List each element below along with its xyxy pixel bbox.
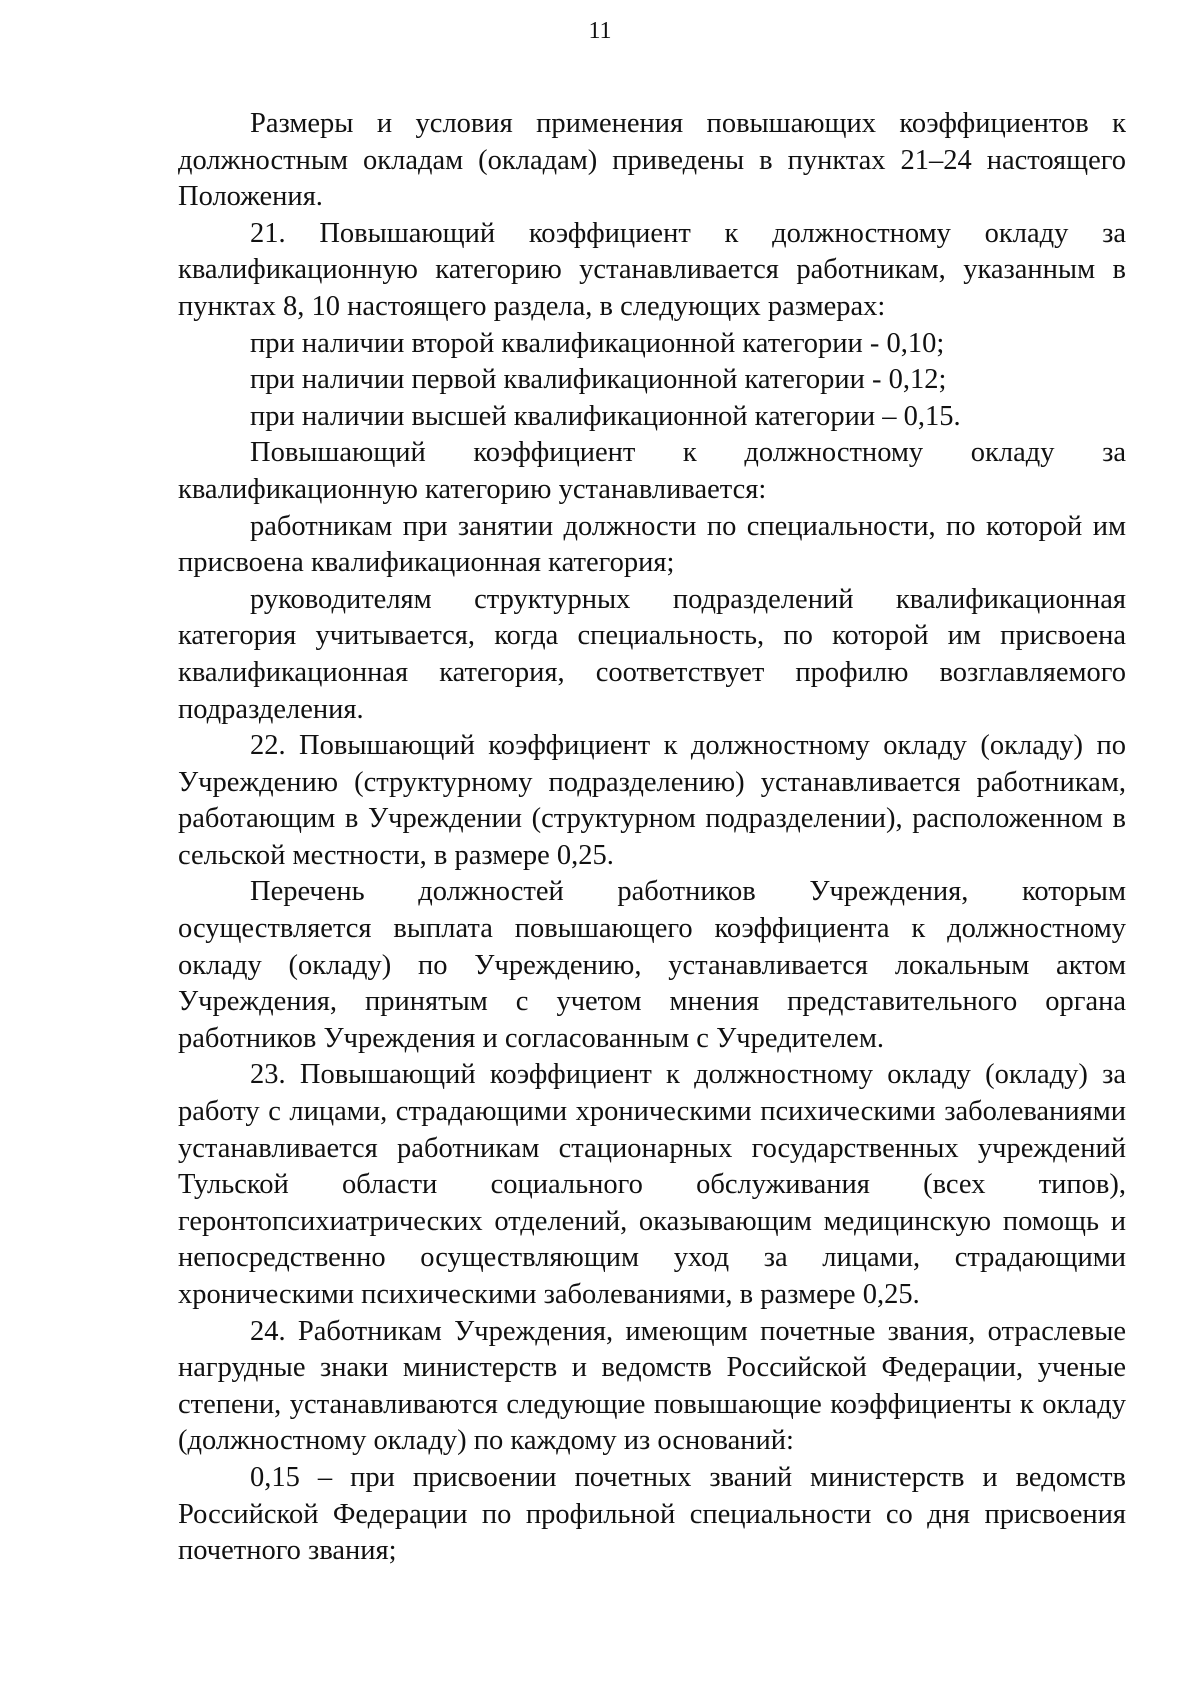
highest-category-item: при наличии высшей квалификационной категории – 0,15. xyxy=(250,400,961,432)
intro-paragraph: Размеры и условия применения повышающих коэффициентов к должностным окладам (окладам) приведены в пунктах 21–24 настоящего Положения. xyxy=(178,108,1126,213)
clause-21-paragraph: 21. Повышающий коэффициент к должностному окладу за квалификационную категорию устанавливается работникам, указанным в пунктах 8, 10 настоящего раздела, в следующих размерах: xyxy=(178,217,1126,322)
page-number: 11 xyxy=(588,18,612,44)
category-coefficient-paragraph: Повышающий коэффициент к должностному окладу за квалификационную категорию устанавливается: xyxy=(178,437,1126,505)
clause-23-paragraph: 23. Повышающий коэффициент к должностному окладу (окладу) за работу с лицами, страдающими хроническими психическими заболеваниями устанавливается работникам стационарных государственных учреждений Тульской области социального обслуживания (всех типов), геронтопсихиатрических отделений, оказывающим медицинскую помощь и непосредственно осуществляющим уход за лицами, страдающими хроническими психическими заболеваниями, в размере 0,25. xyxy=(178,1059,1126,1310)
employees-condition-item: работникам при занятии должности по специальности, по которой им присвоена квалификационная категория; xyxy=(178,510,1126,579)
managers-condition-item: руководителям структурных подразделений квалификационная категория учитывается, когда специальность, по которой им присвоена квалификационная категория, соответствует профилю возглавляемого подразделения. xyxy=(178,583,1126,725)
clause-24-paragraph: 24. Работникам Учреждения, имеющим почетные звания, отраслевые нагрудные знаки министерств и ведомств Российской Федерации, ученые степени, устанавливаются следующие повышающие коэффициенты к окладу (должностному окладу) по каждому из оснований: xyxy=(178,1315,1126,1457)
positions-list-paragraph: Перечень должностей работников Учреждения, которым осуществляется выплата повышающего коэффициента к должностному окладу (окладу) по Учреждению, устанавливается локальным актом Учреждения, принятым с учетом мнения представительного органа работников Учреждения и согласованным с Учредителем. xyxy=(178,876,1126,1054)
clause-22-paragraph: 22. Повышающий коэффициент к должностному окладу (окладу) по Учреждению (структурному подразделению) устанавливается работникам, работающим в Учреждении (структурном подразделении), расположенном в сельской местности, в размере 0,25. xyxy=(178,730,1126,871)
first-category-item: при наличии первой квалификационной категории - 0,12; xyxy=(250,364,947,396)
second-category-item: при наличии второй квалификационной категории - 0,10; xyxy=(250,327,945,359)
honorary-titles-item: 0,15 – при присвоении почетных званий министерств и ведомств Российской Федерации по профильной специальности со дня присвоения почетного звания; xyxy=(178,1461,1126,1567)
document-body xyxy=(178,106,1126,1570)
